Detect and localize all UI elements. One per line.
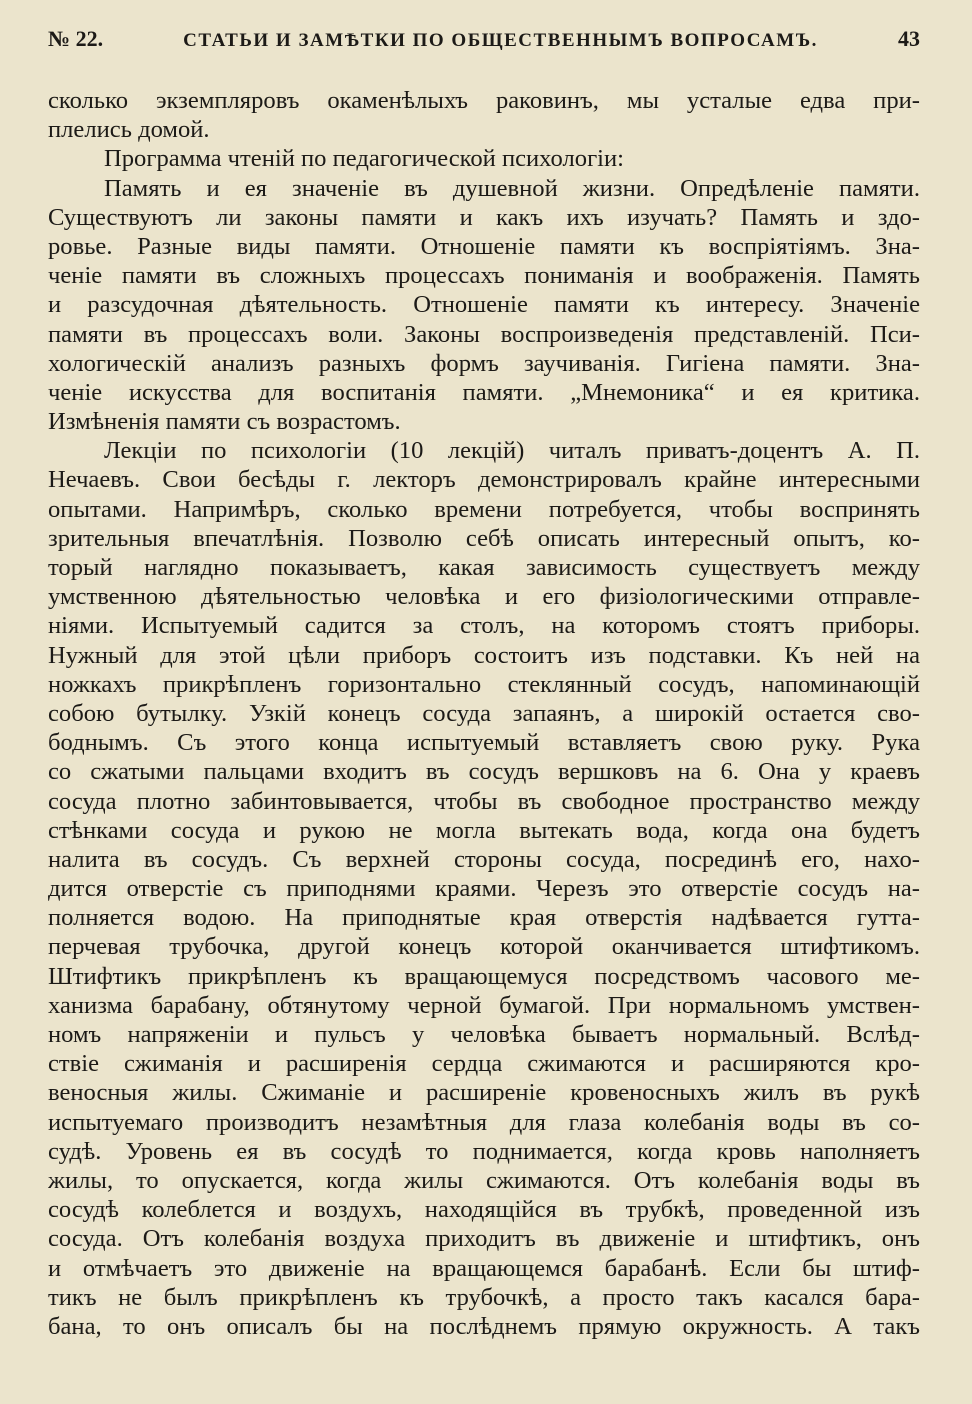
text-line: перчевая трубочка, другой конецъ которой оканчивается штифтикомъ. [48, 933, 920, 961]
text-line: стѣнками сосуда и рукою не могла вытекать вода, когда она будетъ [48, 816, 920, 844]
text-line: сосудѣ колеблется и воздухъ, находящійся въ трубкѣ, проведенной изъ [48, 1196, 920, 1224]
text-line: умственною дѣятельностью человѣка и его физіологическими отправле- [48, 583, 920, 611]
text-line: ханизма барабану, обтянутому черной бумагой. При нормальномъ умствен- [48, 991, 920, 1019]
text-line: собою бутылку. Узкій конецъ сосуда запаянъ, а широкій остается сво- [48, 699, 920, 727]
text-line: жилы, то опускается, когда жилы сжимаются. Отъ колебанія воды въ [48, 1166, 920, 1194]
text-line: Нечаевъ. Свои бесѣды г. лекторъ демонстрировалъ крайне интересными [48, 466, 920, 494]
text-line: ножкахъ прикрѣпленъ горизонтально стеклянный сосудъ, напоминающій [48, 670, 920, 698]
text-line: испытуемаго производитъ незамѣтныя для глаза колебанія воды въ со- [48, 1108, 920, 1136]
text-line: Лекціи по психологіи (10 лекцій) читалъ приватъ-доцентъ А. П. [104, 437, 920, 465]
text-line: Измѣненія памяти съ возрастомъ. [48, 408, 401, 436]
text-line: хологическій анализъ разныхъ формъ заучиванія. Гигіена памяти. Зна- [48, 349, 920, 377]
text-line: ровье. Разные виды памяти. Отношеніе памяти къ воспріятіямъ. Зна- [48, 232, 920, 260]
text-line: Программа чтеній по педагогической психологіи: [104, 145, 624, 173]
text-line: со сжатыми пальцами входитъ въ сосудъ вершковъ на 6. Она у краевъ [48, 758, 920, 786]
body-text [48, 86, 920, 1341]
section-title: СТАТЬИ И ЗАМѢТКИ ПО ОБЩЕСТВЕННЫМЪ ВОПРОСАМЪ. [183, 30, 818, 51]
text-line: и отмѣчаетъ это движеніе на вращающемся барабанѣ. Если бы штиф- [48, 1254, 920, 1282]
text-line: номъ напряженіи и пульсъ у человѣка бываетъ нормальный. Вслѣд- [48, 1021, 920, 1048]
text-line: Нужный для этой цѣли приборъ состоитъ изъ подставки. Къ ней на [48, 641, 920, 669]
text-line: сосуда плотно забинтовывается, чтобы въ свободное пространство между [48, 787, 920, 815]
page-number: 43 [897, 26, 920, 51]
text-line: тикъ не былъ прикрѣпленъ къ трубочкѣ, а просто такъ касался бара- [48, 1283, 920, 1311]
text-line: бана, то онъ описалъ бы на послѣднемъ прямую окружность. А такъ [48, 1312, 920, 1340]
text-line: ченіе памяти въ сложныхъ процессахъ пониманія и воображенія. Память [48, 262, 920, 290]
issue-number: № 22. [48, 26, 104, 51]
text-line: сосуда. Отъ колебанія воздуха приходитъ въ движеніе и штифтикъ, онъ [48, 1225, 920, 1253]
text-line: веносныя жилы. Сжиманіе и расширеніе кровеносныхъ жилъ въ рукѣ [48, 1079, 920, 1107]
text-line: ствіе сжиманія и расширенія сердца сжимаются и расширяются кро- [48, 1050, 920, 1078]
text-line: дится отверстіе съ приподнями краями. Черезъ это отверстіе сосудъ на- [48, 875, 920, 903]
text-line: памяти въ процессахъ воли. Законы воспроизведенія представленій. Пси- [48, 320, 920, 348]
running-header [48, 26, 920, 56]
text-line: зрительныя впечатлѣнія. Позволю себѣ описать интересный опытъ, ко- [48, 524, 920, 552]
text-line: ченіе искусства для воспитанія памяти. „Мнемоника“ и ея критика. [48, 378, 920, 406]
text-line: опытами. Напримѣръ, сколько времени потребуется, чтобы воспринять [48, 495, 920, 523]
text-line: судѣ. Уровень ея въ сосудѣ то поднимается, когда кровь наполняетъ [48, 1137, 920, 1165]
text-line: налита въ сосудъ. Съ верхней стороны сосуда, посрединѣ его, нахо- [48, 845, 920, 873]
text-line: плелись домой. [48, 116, 210, 144]
text-line: сколько экземпляровъ окаменѣлыхъ раковинъ, мы усталые едва при- [48, 87, 920, 114]
text-line: ніями. Испытуемый садится за столъ, на которомъ стоятъ приборы. [48, 612, 920, 640]
text-line: и разсудочная дѣятельность. Отношеніе памяти къ интересу. Значеніе [48, 291, 920, 319]
text-line: Штифтикъ прикрѣпленъ къ вращающемуся посредствомъ часового ме- [48, 962, 920, 990]
text-line: Память и ея значеніе въ душевной жизни. Опредѣленіе памяти. [104, 174, 920, 202]
text-line: Существуютъ ли законы памяти и какъ ихъ изучать? Память и здо- [48, 203, 920, 231]
text-line: полняется водою. На приподнятые края отверстія надѣвается гутта- [48, 904, 920, 932]
text-line: боднымъ. Съ этого конца испытуемый вставляетъ свою руку. Рука [48, 729, 920, 757]
text-line: торый наглядно показываетъ, какая зависимость существуетъ между [48, 554, 920, 581]
